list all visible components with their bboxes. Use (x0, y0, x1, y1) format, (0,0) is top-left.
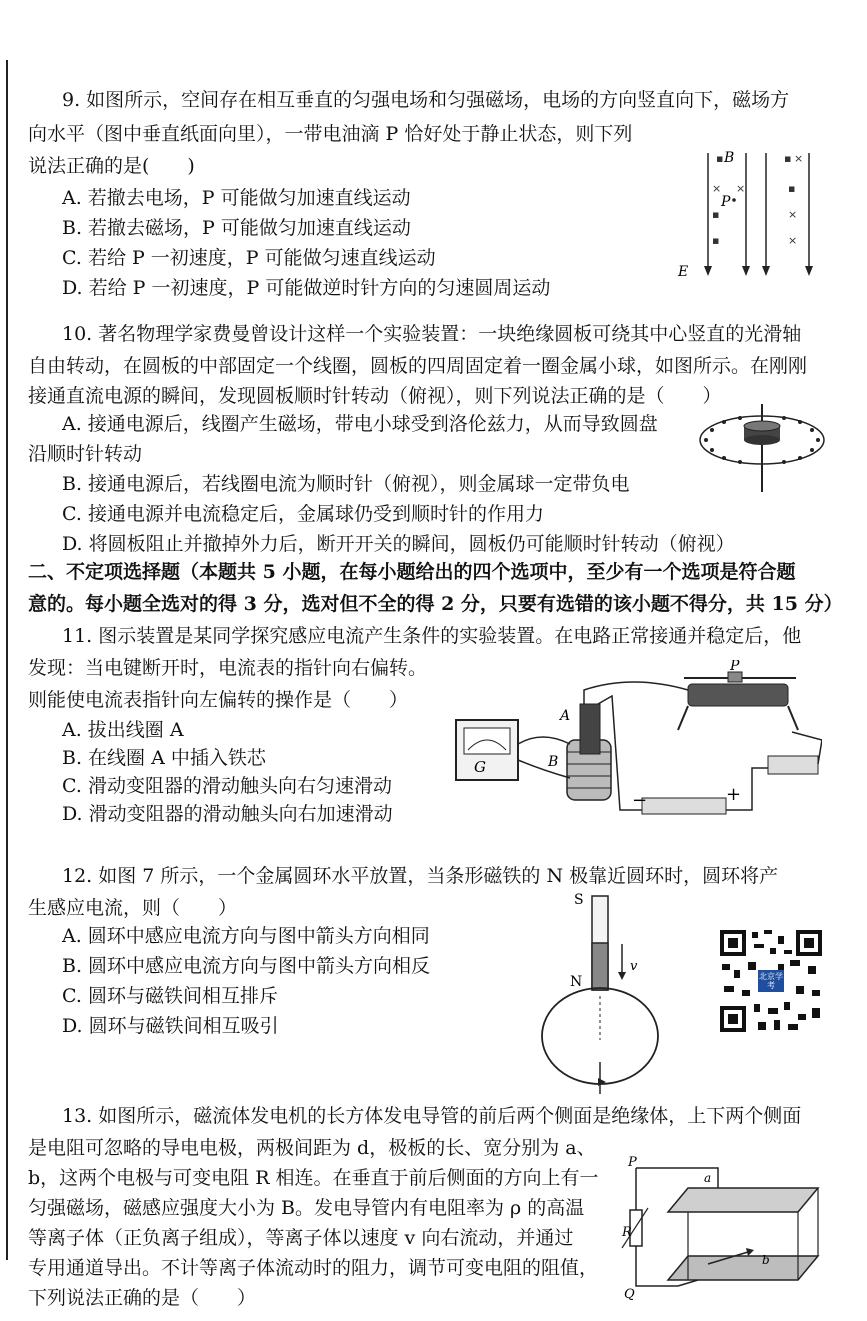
svg-text:×: × (736, 182, 746, 195)
svg-text:▪: ▪ (784, 152, 792, 165)
q9-option-d[interactable]: D. 若给 P 一初速度，P 可能做逆时针方向的匀速圆周运动 (62, 277, 551, 299)
q11-line-3: 则能使电流表指针向左偏转的操作是（ ） (28, 689, 409, 711)
q12-option-c[interactable]: C. 圆环与磁铁间相互排斥 (62, 985, 278, 1007)
q13-b-label: b (762, 1253, 770, 1267)
q10-line-1: 10. 著名物理学家费曼曾设计这样一个实验装置：一块绝缘圆板可绕其中心竖直的光滑轴 (62, 323, 802, 345)
q12-n-label: N (570, 974, 583, 990)
q10-option-a-cont: 沿顺时针转动 (28, 443, 143, 465)
q13-r-label: R (622, 1225, 632, 1240)
q11-option-c[interactable]: C. 滑动变阻器的滑动触头向右匀速滑动 (62, 775, 392, 797)
svg-text:▪: ▪ (788, 182, 796, 195)
q11-b-label: B (548, 754, 559, 770)
q10-option-c[interactable]: C. 接通电源并电流稳定后，金属球仍受到顺时针的作用力 (62, 503, 544, 525)
section-2-heading: 二、不定项选择题（本题共 5 小题，在每小题给出的四个选项中，至少有一个选项是符合题 (28, 561, 796, 583)
q11-option-a[interactable]: A. 拔出线圈 A (62, 719, 184, 741)
svg-text:×: × (788, 234, 798, 247)
q9-option-a[interactable]: A. 若撤去电场，P 可能做匀加速直线运动 (62, 187, 411, 209)
q9-p-label: P (721, 194, 731, 210)
q13-line-1: 13. 如图所示，磁流体发电机的长方体发电导管的前后两个侧面是绝缘体，上下两个侧面 (62, 1105, 802, 1127)
q13-line-4: 匀强磁场，磁感应强度大小为 B。发电导管内有电阻率为 ρ 的高温 (28, 1197, 585, 1219)
q13-line-7: 下列说法正确的是（ ） (28, 1287, 257, 1309)
q9-option-b[interactable]: B. 若撤去磁场，P 可能做匀加速直线运动 (62, 217, 411, 239)
qr-code (718, 928, 824, 1034)
q9-e-label: E (678, 264, 689, 280)
q13-p-label: P (628, 1155, 637, 1170)
page-binding-edge (6, 60, 8, 1260)
q11-p-label: P (730, 660, 740, 674)
q12-s-label: S (574, 892, 584, 908)
q9-field-figure (676, 148, 826, 283)
qr-badge: 北京学考 (759, 972, 783, 990)
svg-text:▪: ▪ (716, 152, 724, 165)
q11-minus-label: − (632, 790, 648, 811)
q10-line-3: 接通直流电源的瞬间，发现圆板顺时针转动（俯视），则下列说法正确的是（ ） (28, 385, 722, 407)
q9-line-3: 说法正确的是( ) (28, 155, 195, 177)
q12-option-a[interactable]: A. 圆环中感应电流方向与图中箭头方向相同 (62, 925, 430, 947)
section-2-heading-cont: 意的。每小题全选对的得 3 分，选对但不全的得 2 分，只要有选错的该小题不得分，共 15 分） (28, 593, 843, 615)
q13-generator-figure (618, 1152, 824, 1302)
q9-line-1: 9. 如图所示，空间存在相互垂直的匀强电场和匀强磁场，电场的方向竖直向下，磁场方 (62, 89, 790, 111)
q11-a-label: A (560, 708, 571, 724)
q13-line-6: 专用通道导出。不计等离子体流动时的阻力，调节可变电阻的阻值， (28, 1257, 599, 1279)
q11-line-1: 11. 图示装置是某同学探究感应电流产生条件的实验装置。在电路正常接通并稳定后，他 (62, 625, 802, 647)
svg-text:×: × (712, 182, 722, 195)
q13-line-5: 等离子体（正负离子组成），等离子体以速度 v 向右流动，并通过 (28, 1227, 574, 1249)
q10-option-b[interactable]: B. 接通电源后，若线圈电流为顺时针（俯视），则金属球一定带负电 (62, 473, 630, 495)
q13-a-label: a (704, 1171, 712, 1185)
q12-line-1: 12. 如图 7 所示，一个金属圆环水平放置，当条形磁铁的 N 极靠近圆环时，圆环将产 (62, 865, 779, 887)
q11-circuit-figure (452, 660, 822, 828)
q12-magnet-ring-figure (538, 886, 668, 1096)
q11-option-b[interactable]: B. 在线圈 A 中插入铁芯 (62, 747, 266, 769)
svg-text:▪: ▪ (712, 234, 720, 247)
q13-line-2: 是电阻可忽略的导电电极，两极间距为 d，极板的长、宽分别为 a、 (28, 1137, 596, 1159)
q10-disk-figure (696, 400, 828, 494)
svg-text:▪: ▪ (712, 208, 720, 221)
q10-line-2: 自由转动，在圆板的中部固定一个线圈，圆板的四周固定着一圈金属小球，如图所示。在刚刚 (28, 355, 808, 377)
q12-option-b[interactable]: B. 圆环中感应电流方向与图中箭头方向相反 (62, 955, 431, 977)
q11-line-2: 发现：当电键断开时，电流表的指针向右偏转。 (28, 657, 428, 679)
q13-q-label: Q (624, 1287, 635, 1302)
q12-v-label: v (630, 959, 638, 974)
q13-line-3: b，这两个电极与可变电阻 R 相连。在垂直于前后侧面的方向上有一 (28, 1167, 599, 1189)
q12-line-2: 生感应电流，则（ ） (28, 897, 238, 919)
q11-g-label: G (474, 758, 486, 776)
q10-option-d[interactable]: D. 将圆板阻止并撤掉外力后，断开开关的瞬间，圆板仍可能顺时针转动（俯视） (62, 533, 735, 555)
q10-option-a[interactable]: A. 接通电源后，线圈产生磁场，带电小球受到洛伦兹力，从而导致圆盘 (62, 413, 658, 435)
svg-text:×: × (794, 152, 804, 165)
q9-b-label: B (724, 150, 735, 166)
q11-option-d[interactable]: D. 滑动变阻器的滑动触头向右加速滑动 (62, 803, 393, 825)
q9-line-2: 向水平（图中垂直纸面向里），一带电油滴 P 恰好处于静止状态，则下列 (28, 123, 633, 145)
q12-option-d[interactable]: D. 圆环与磁铁间相互吸引 (62, 1015, 279, 1037)
svg-text:×: × (788, 208, 798, 221)
q9-option-c[interactable]: C. 若给 P 一初速度，P 可能做匀速直线运动 (62, 247, 436, 269)
q11-plus-label: + (726, 784, 742, 805)
